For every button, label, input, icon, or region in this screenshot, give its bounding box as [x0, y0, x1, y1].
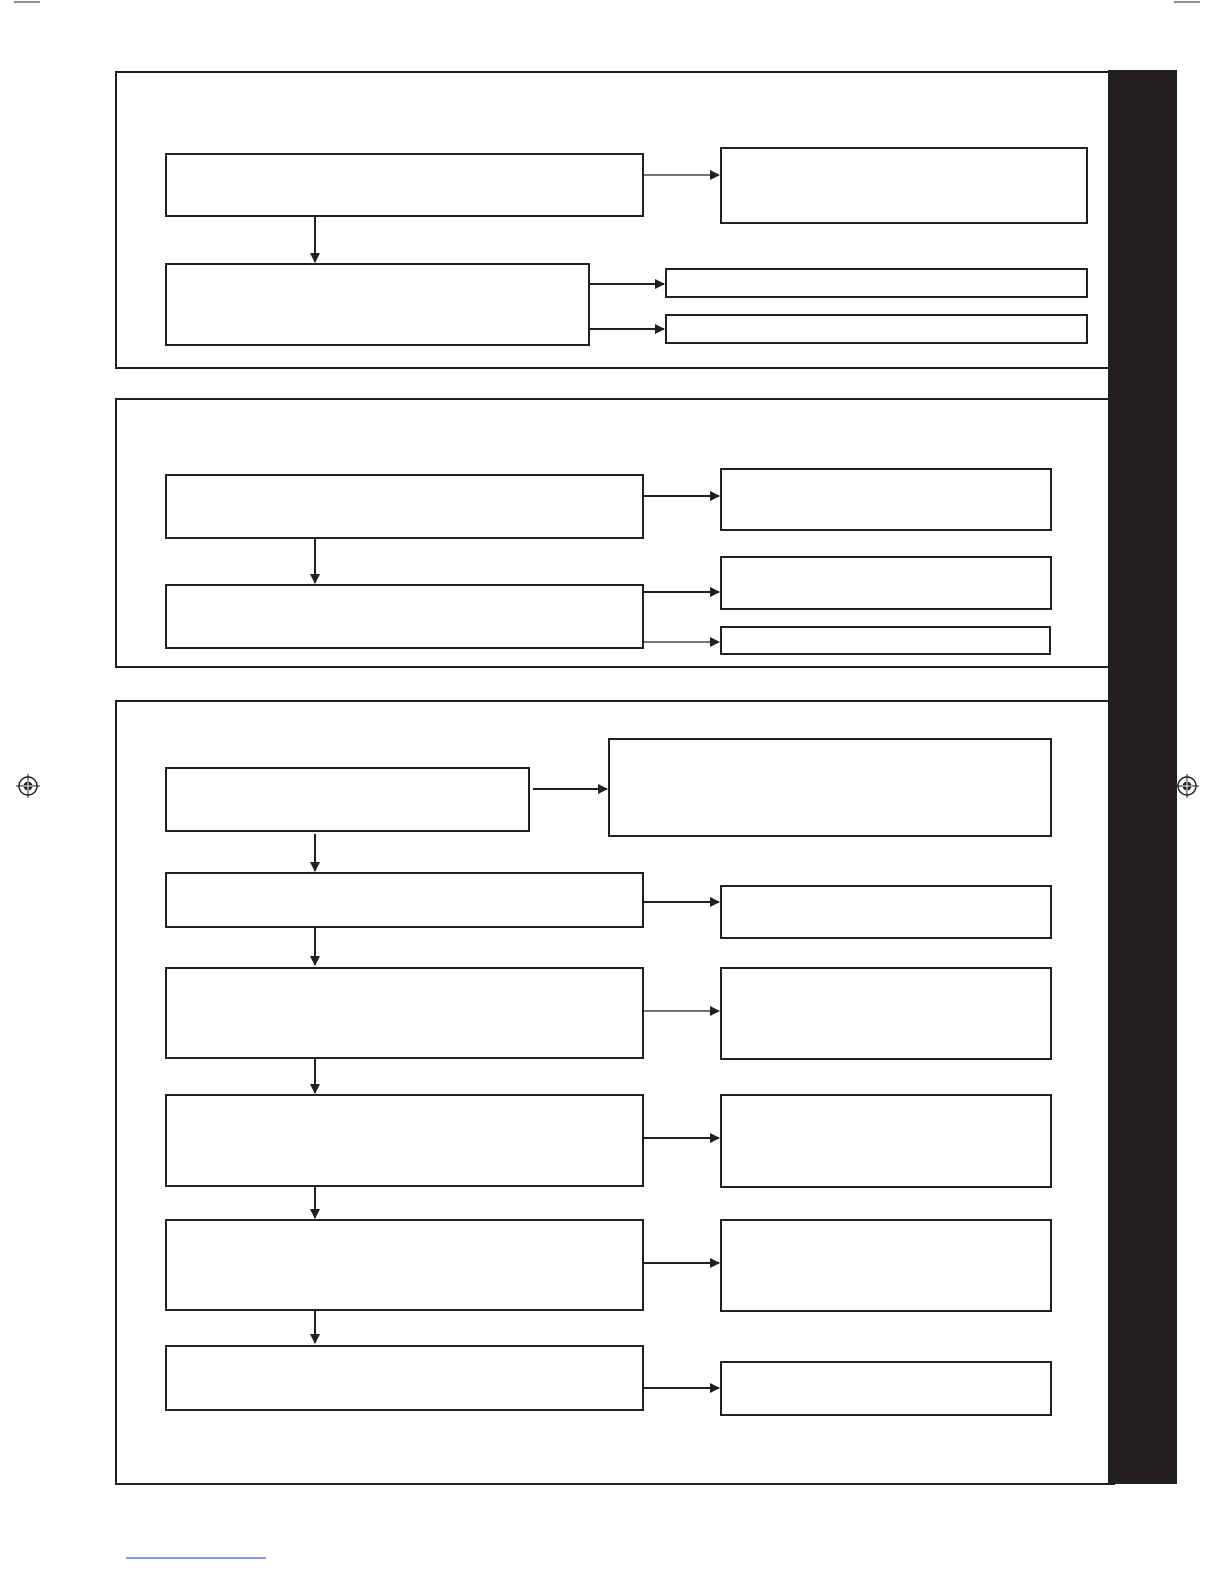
side-tab — [1108, 70, 1177, 1484]
registration-mark-icon — [16, 774, 40, 798]
result-box — [721, 627, 1050, 654]
flow-box — [166, 1346, 643, 1410]
flow-box — [166, 154, 643, 216]
result-box — [666, 269, 1087, 297]
panel-2 — [116, 399, 1110, 667]
panel-3 — [116, 701, 1114, 1484]
flow-box — [166, 1095, 643, 1186]
flow-box — [166, 873, 643, 927]
result-box — [721, 886, 1051, 938]
panel-frame — [116, 72, 1110, 368]
result-box — [721, 1220, 1051, 1311]
result-box — [721, 968, 1051, 1059]
result-box — [721, 148, 1087, 223]
flow-box — [166, 585, 643, 648]
flow-box — [166, 1220, 643, 1310]
result-box — [721, 1362, 1051, 1415]
result-box — [609, 739, 1051, 836]
result-box — [666, 315, 1087, 343]
registration-mark-icon — [1175, 774, 1199, 798]
result-box — [721, 469, 1051, 530]
flow-box — [166, 264, 589, 345]
result-box — [721, 557, 1051, 609]
result-box — [721, 1095, 1051, 1187]
flow-box — [166, 968, 643, 1058]
panel-frame — [116, 701, 1114, 1484]
panel-1 — [116, 72, 1110, 368]
flow-box — [166, 475, 643, 538]
flow-box — [166, 768, 529, 831]
